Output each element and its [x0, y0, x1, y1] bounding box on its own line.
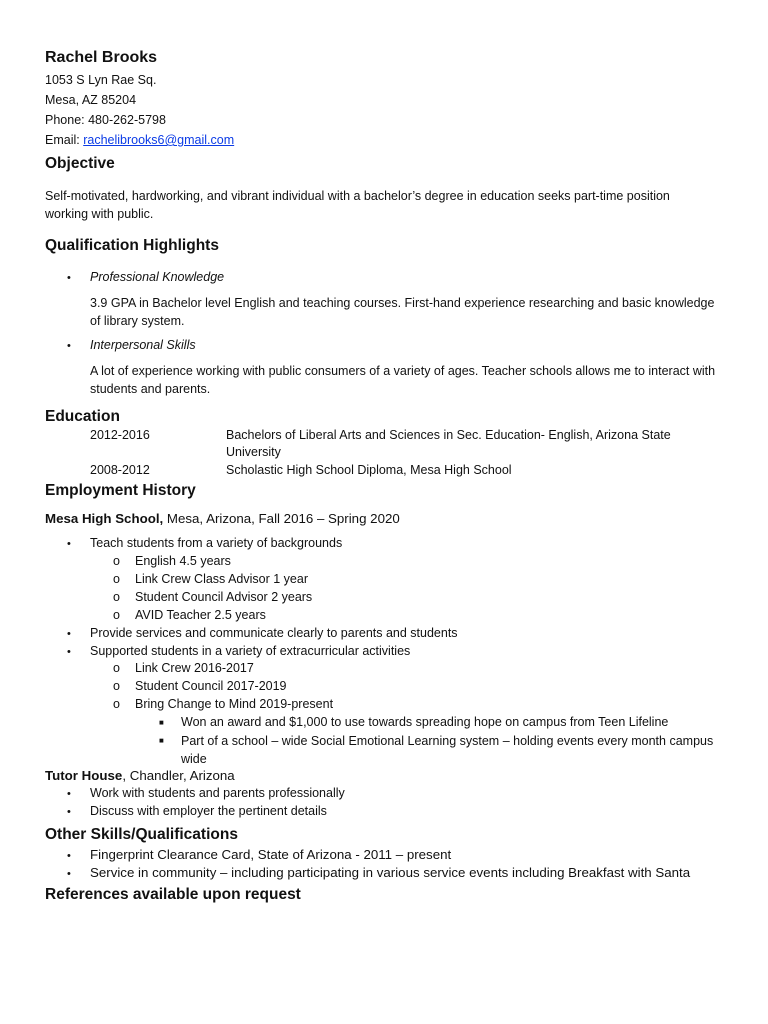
references-note: References available upon request: [45, 886, 301, 903]
skill-bullet: Service in community – including participating in various service events including Breakfast with Santa: [90, 865, 691, 880]
skill-bullet: Fingerprint Clearance Card, State of Arizona - 2011 – present: [90, 847, 452, 862]
qualification-title: Professional Knowledge: [90, 270, 225, 284]
candidate-name: Rachel Brooks: [45, 49, 158, 66]
bullet-icon: •: [67, 628, 71, 640]
job-details: , Chandler, Arizona: [122, 768, 235, 783]
job-sub-bullet: Link Crew 2016-2017: [135, 661, 254, 675]
job-header: [45, 768, 235, 783]
education-heading: Education: [45, 408, 120, 425]
job-sub-bullet: Student Council 2017-2019: [135, 679, 287, 693]
job-bullet: Work with students and parents professionally: [90, 786, 345, 800]
qualifications-heading: Qualification Highlights: [45, 237, 219, 254]
bullet-icon: •: [67, 272, 71, 284]
qualification-text: 3.9 GPA in Bachelor level English and teaching courses. First-hand experience researching and basic knowledge of library system.: [90, 296, 715, 328]
email-link[interactable]: rachelibrooks6@gmail.com: [83, 133, 235, 147]
email-label: Email:: [45, 133, 84, 147]
job-sub-bullet: AVID Teacher 2.5 years: [135, 608, 266, 622]
objective-text: Self-motivated, hardworking, and vibrant individual with a bachelor’s degree in education seeks part-time position working with public.: [45, 189, 670, 221]
education-years: 2008-2012: [90, 463, 150, 477]
bullet-icon: •: [67, 340, 71, 352]
objective-heading: Objective: [45, 155, 115, 172]
circle-bullet-icon: o: [113, 590, 120, 604]
job-sub-bullet: Bring Change to Mind 2019-present: [135, 697, 334, 711]
employer-name: Tutor House: [45, 768, 123, 783]
square-bullet-icon: ■: [159, 736, 164, 745]
employment-heading: Employment History: [45, 482, 196, 499]
circle-bullet-icon: o: [113, 572, 120, 586]
employer-name: Mesa High School,: [45, 511, 164, 526]
circle-bullet-icon: o: [113, 608, 120, 622]
education-years: 2012-2016: [90, 428, 150, 442]
other-skills-heading: Other Skills/Qualifications: [45, 826, 238, 843]
education-degree: Scholastic High School Diploma, Mesa High School: [226, 463, 512, 477]
job-bullet: Discuss with employer the pertinent details: [90, 804, 327, 818]
bullet-icon: •: [67, 868, 71, 880]
qualification-text: A lot of experience working with public consumers of a variety of ages. Teacher schools allows me to interact with students and parents.: [90, 364, 716, 396]
circle-bullet-icon: o: [113, 554, 120, 568]
bullet-icon: •: [67, 646, 71, 658]
address-line-2: Mesa, AZ 85204: [45, 93, 137, 107]
address-line-1: 1053 S Lyn Rae Sq.: [45, 73, 157, 87]
job-sub-bullet: English 4.5 years: [135, 554, 231, 568]
education-degree: Bachelors of Liberal Arts and Sciences in Sec. Education- English, Arizona State University: [226, 428, 671, 459]
job-header: [45, 511, 400, 526]
job-sub-sub-bullet: Part of a school – wide Social Emotional Learning system – holding events every month campus wide: [181, 734, 714, 766]
phone-line: Phone: 480-262-5798: [45, 113, 166, 127]
circle-bullet-icon: o: [113, 661, 120, 675]
job-sub-sub-bullet: Won an award and $1,000 to use towards spreading hope on campus from Teen Lifeline: [181, 715, 669, 729]
job-bullet: Supported students in a variety of extracurricular activities: [90, 644, 411, 658]
qualification-title: Interpersonal Skills: [90, 338, 196, 352]
job-details: Mesa, Arizona, Fall 2016 – Spring 2020: [163, 511, 400, 526]
circle-bullet-icon: o: [113, 697, 120, 711]
job-bullet: Provide services and communicate clearly to parents and students: [90, 626, 458, 640]
job-bullet: Teach students from a variety of backgrounds: [90, 536, 343, 550]
square-bullet-icon: ■: [159, 718, 164, 727]
bullet-icon: •: [67, 788, 71, 800]
bullet-icon: •: [67, 806, 71, 818]
job-sub-bullet: Link Crew Class Advisor 1 year: [135, 572, 308, 586]
email-line: [45, 133, 234, 147]
job-sub-bullet: Student Council Advisor 2 years: [135, 590, 313, 604]
bullet-icon: •: [67, 850, 71, 862]
circle-bullet-icon: o: [113, 679, 120, 693]
bullet-icon: •: [67, 538, 71, 550]
